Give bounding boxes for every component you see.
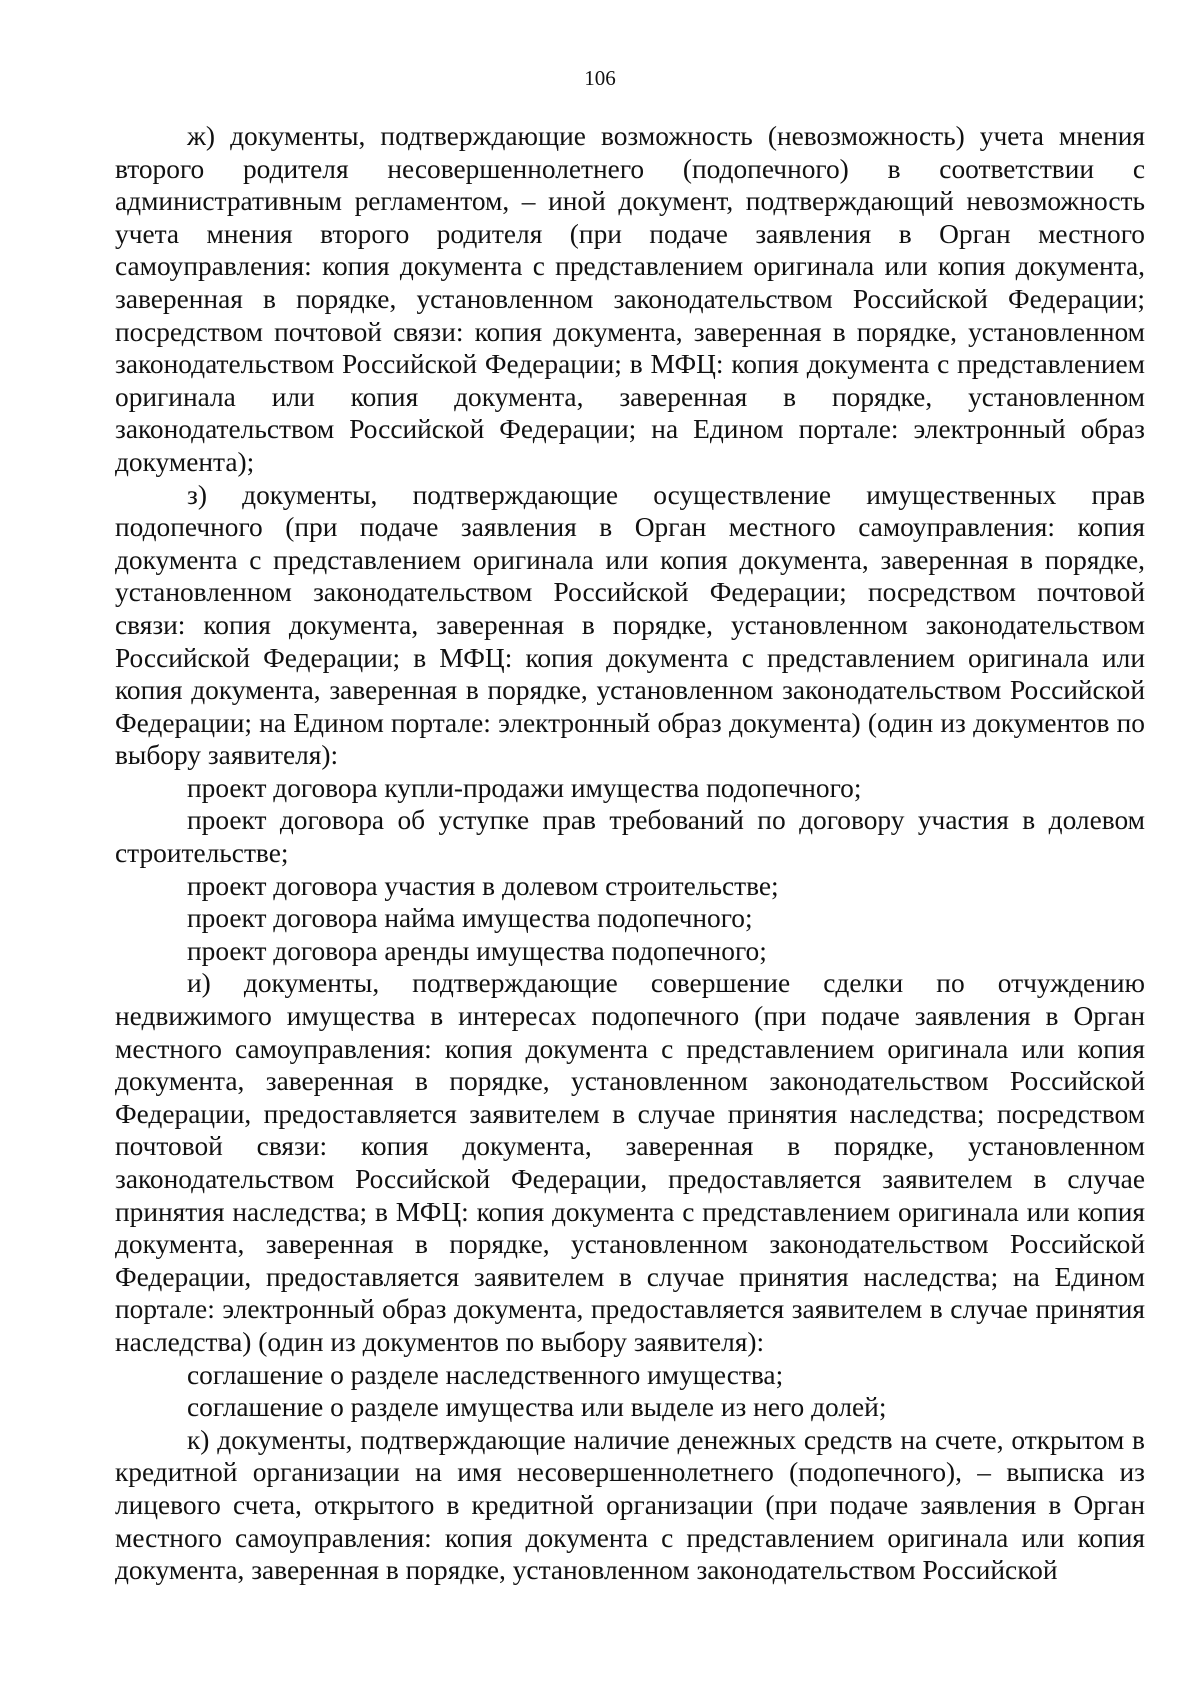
list-item-hire-contract: проект договора найма имущества подопечного;	[187, 903, 753, 934]
paragraph-i: и) документы, подтверждающие совершение сделки по отчуждению недвижимого имущества в интересах подопечного (при подаче заявления в Орган местного самоуправления: копия документа с представлением оригинала или копия документа, заверенная в порядке, установленном законодательством Российской Федерации, предоставляется заявителем в случае принятия наследства; посредством почтовой связи: копия документа, заверенная в порядке, установленном законодательством Российской Федерации, предоставляется заявителем в случае принятия наследства; в МФЦ: копия документа с представлением оригинала или копия документа, заверенная в порядке, установленном законодательством Российской Федерации, предоставляется заявителем в случае принятия наследства; на Едином портале: электронный образ документа, предоставляется заявителем в случае принятия наследства) (один из документов по выбору заявителя):	[115, 968, 1145, 1357]
list-item-inheritance-division: соглашение о разделе наследственного имущества;	[187, 1359, 784, 1390]
document-body	[115, 120, 1145, 1587]
list-item-sale-contract: проект договора купли-продажи имущества подопечного;	[187, 772, 862, 803]
paragraph-zh: ж) документы, подтверждающие возможность (невозможность) учета мнения второго родителя несовершеннолетнего (подопечного) в соответствии с административным регламентом, – иной документ, подтверждающий невозможность учета мнения второго родителя (при подаче заявления в Орган местного самоуправления: копия документа с представлением оригинала или копия документа, заверенная в порядке, установленном законодательством Российской Федерации; посредством почтовой связи: копия документа, заверенная в порядке, установленном законодательством Российской Федерации; в МФЦ: копия документа с представлением оригинала или копия документа, заверенная в порядке, установленном законодательством Российской Федерации; на Едином портале: электронный образ документа);	[115, 121, 1145, 477]
paragraph-k: к) документы, подтверждающие наличие денежных средств на счете, открытом в кредитной организации на имя несовершеннолетнего (подопечного), – выписка из лицевого счета, открытого в кредитной организации (при подаче заявления в Орган местного самоуправления: копия документа с представлением оригинала или копия документа, заверенная в порядке, установленном законодательством Российской	[115, 1424, 1145, 1586]
list-item-shared-construction-contract: проект договора участия в долевом строительстве;	[187, 870, 779, 901]
paragraph-z: з) документы, подтверждающие осуществление имущественных прав подопечного (при подаче заявления в Орган местного самоуправления: копия документа с представлением оригинала или копия документа, заверенная в порядке, установленном законодательством Российской Федерации; посредством почтовой связи: копия документа, заверенная в порядке, установленном законодательством Российской Федерации; в МФЦ: копия документа с представлением оригинала или копия документа, заверенная в порядке, установленном законодательством Российской Федерации; на Едином портале: электронный образ документа) (один из документов по выбору заявителя):	[115, 479, 1145, 771]
page-number: 106	[584, 66, 616, 90]
list-item-property-division: соглашение о разделе имущества или выделе из него долей;	[187, 1392, 887, 1423]
list-item-assignment-contract: проект договора об уступке прав требований по договору участия в долевом строительстве;	[115, 805, 1145, 869]
list-item-lease-contract: проект договора аренды имущества подопечного;	[187, 935, 767, 966]
